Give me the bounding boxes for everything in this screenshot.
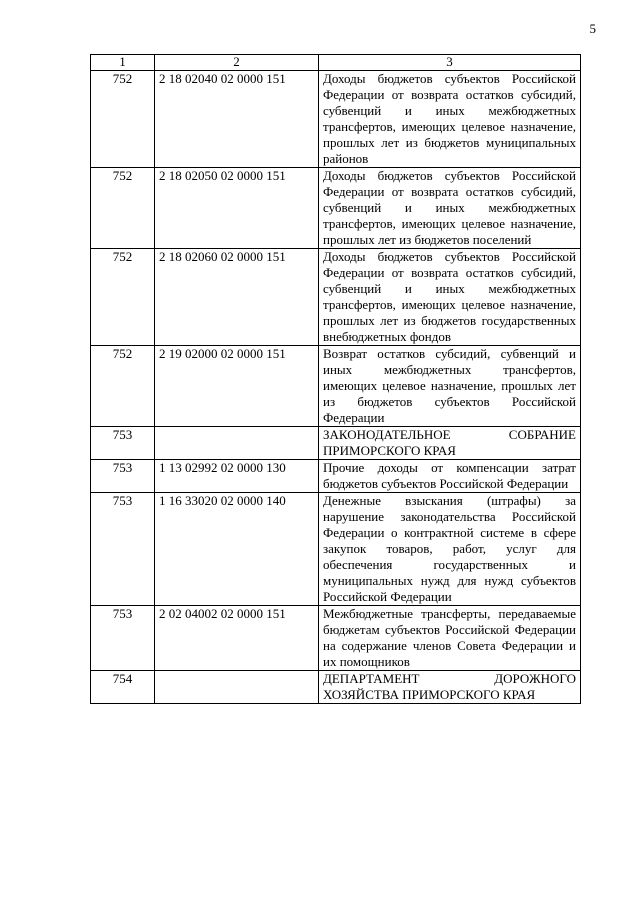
- table-row: [91, 346, 581, 427]
- table-row: [91, 493, 581, 606]
- revenue-name-cell: Доходы бюджетов субъектов Российской Федерации от возврата остатков субсидий, субвенций и иных межбюджетных трансфертов, имеющих целевое назначение, прошлых лет из бюджетов поселений: [319, 168, 581, 249]
- revenue-name-cell: Прочие доходы от компенсации затрат бюджетов субъектов Российской Федерации: [319, 460, 581, 493]
- table-header-row: [91, 55, 581, 71]
- administrator-name-cell: ЗАКОНОДАТЕЛЬНОЕ СОБРАНИЕ ПРИМОРСКОГО КРАЯ: [319, 427, 581, 460]
- administrator-code-cell: 753: [91, 493, 155, 606]
- revenue-name-cell: Денежные взыскания (штрафы) за нарушение законодательства Российской Федерации о контрактной системе в сфере закупок товаров, работ, услуг для обеспечения государственных и муниципальных нужд для нужд субъектов Российской Федерации: [319, 493, 581, 606]
- revenue-code-cell: 2 19 02000 02 0000 151: [155, 346, 319, 427]
- administrator-code-cell: 752: [91, 168, 155, 249]
- administrator-code-cell: 752: [91, 71, 155, 168]
- revenue-code-cell: 2 18 02040 02 0000 151: [155, 71, 319, 168]
- table-row: [91, 460, 581, 493]
- administrator-code-cell: 753: [91, 460, 155, 493]
- table-row: [91, 249, 581, 346]
- administrator-name-cell: ДЕПАРТАМЕНТ ДОРОЖНОГО ХОЗЯЙСТВА ПРИМОРСКОГО КРАЯ: [319, 671, 581, 704]
- administrator-code-cell: 752: [91, 346, 155, 427]
- table-row: [91, 168, 581, 249]
- table-row: [91, 671, 581, 704]
- revenue-name-cell: Доходы бюджетов субъектов Российской Федерации от возврата остатков субсидий, субвенций и иных межбюджетных трансфертов, имеющих целевое назначение, прошлых лет из бюджетов муниципальных районов: [319, 71, 581, 168]
- column-header-3: 3: [319, 55, 581, 71]
- page-number: 5: [589, 21, 596, 36]
- revenue-name-cell: Межбюджетные трансферты, передаваемые бюджетам субъектов Российской Федерации на содержание членов Совета Федерации и их помощников: [319, 606, 581, 671]
- revenue-code-cell: 2 18 02060 02 0000 151: [155, 249, 319, 346]
- administrator-code-cell: 753: [91, 427, 155, 460]
- revenue-code-cell: 2 02 04002 02 0000 151: [155, 606, 319, 671]
- table-row: [91, 427, 581, 460]
- column-header-2: 2: [155, 55, 319, 71]
- revenue-code-cell: [155, 671, 319, 704]
- revenue-code-cell: 1 16 33020 02 0000 140: [155, 493, 319, 606]
- administrator-code-cell: 752: [91, 249, 155, 346]
- revenue-code-cell: 1 13 02992 02 0000 130: [155, 460, 319, 493]
- revenue-name-cell: Доходы бюджетов субъектов Российской Федерации от возврата остатков субсидий, субвенций и иных межбюджетных трансфертов, имеющих целевое назначение, прошлых лет из бюджетов государственных внебюджетных фондов: [319, 249, 581, 346]
- revenue-name-cell: Возврат остатков субсидий, субвенций и иных межбюджетных трансфертов, имеющих целевое назначение, прошлых лет из бюджетов субъектов Российской Федерации: [319, 346, 581, 427]
- administrator-code-cell: 754: [91, 671, 155, 704]
- column-header-1: 1: [91, 55, 155, 71]
- administrator-code-cell: 753: [91, 606, 155, 671]
- table-row: [91, 71, 581, 168]
- table-row: [91, 606, 581, 671]
- revenue-code-cell: 2 18 02050 02 0000 151: [155, 168, 319, 249]
- revenue-code-cell: [155, 427, 319, 460]
- budget-revenue-table: [90, 54, 581, 704]
